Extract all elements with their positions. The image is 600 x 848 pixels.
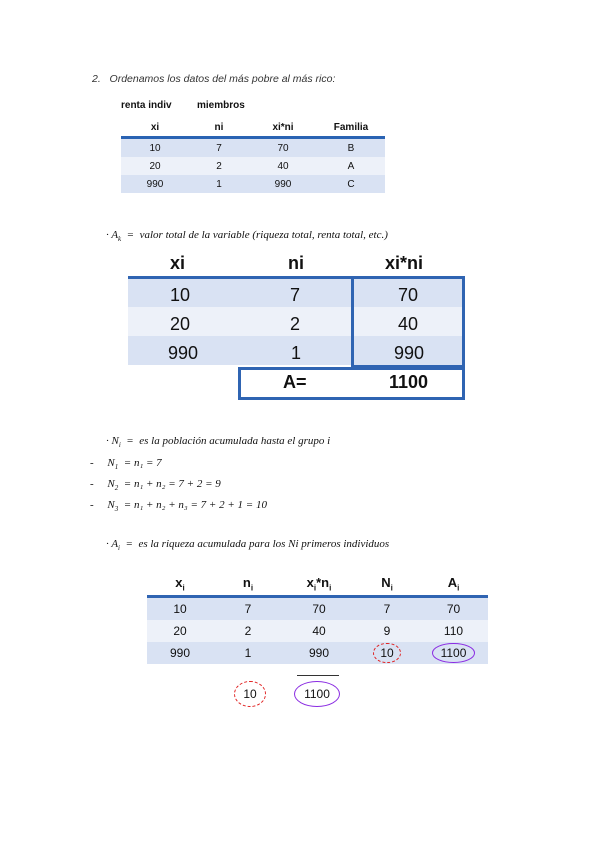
N-line-3 [90, 499, 267, 513]
definition-text: es la población acumulada hasta el grupo i [139, 435, 331, 447]
table2-header-xini: xi*ni [385, 253, 424, 273]
cell: 70 [446, 602, 461, 616]
bullet: · [106, 435, 109, 447]
cell: 990 [308, 646, 330, 660]
bullet: · [106, 538, 109, 550]
symbol-sub: i [118, 544, 120, 553]
cell: 70 [312, 602, 326, 616]
definition-Ai [106, 538, 389, 552]
intro-text: Ordenamos los datos del más pobre al más rico: [109, 73, 336, 85]
cell: 2 [216, 160, 222, 172]
table-row [147, 642, 488, 664]
cell: 990 [146, 178, 164, 190]
table3-header-xini: $x_i*n_i$ [306, 574, 332, 593]
total-label: A= [283, 372, 307, 392]
cell: 9 [383, 624, 391, 638]
cell: 20 [170, 314, 191, 334]
table-1 [121, 100, 385, 193]
lhs: N [107, 478, 115, 490]
cell: A [347, 160, 355, 172]
lhs-sub: 1 [114, 463, 119, 472]
symbol-sub: k [118, 235, 122, 244]
cell-Ni-circled: 10 [355, 643, 419, 663]
cell: 10 [149, 142, 161, 154]
table2-header-ni: ni [288, 253, 304, 273]
cell: 990 [169, 646, 191, 660]
table3-header-xi: $x_i$ [175, 574, 185, 593]
symbol: A [111, 538, 119, 550]
table2-total-box [238, 367, 465, 400]
table1-header-xi: xi [150, 121, 160, 133]
table-row [121, 157, 385, 175]
cell: 7 [383, 602, 391, 616]
lhs: N [107, 499, 115, 511]
table1-top-header-miembros: miembros [197, 100, 245, 111]
table2-row-bg [128, 336, 353, 365]
table2-row-bg [128, 278, 353, 307]
dash: - [90, 478, 94, 490]
lhs: N [107, 457, 115, 469]
table3-header-row [147, 572, 488, 595]
cell: 1 [291, 343, 302, 363]
cell: C [347, 178, 355, 190]
overline [297, 675, 339, 676]
intro-line [92, 73, 335, 85]
total-value: 1100 [389, 372, 429, 392]
cell: 70 [277, 142, 289, 154]
table3-header-Ni: $N_i$ [381, 574, 393, 593]
table-row [147, 620, 488, 642]
cell: 10 [170, 285, 191, 305]
table3-header-ni: $n_i$ [242, 574, 254, 593]
rhs: = n₁ = 7 [123, 457, 162, 469]
definition-Ni [106, 435, 330, 449]
N-line-1 [90, 457, 162, 471]
cell-Ai-circled: 1100 [419, 643, 488, 663]
cell: 2 [244, 624, 252, 638]
cell: 40 [277, 160, 289, 172]
table2-header-xi: xi [170, 253, 186, 273]
N-line-2 [90, 478, 221, 492]
table1-header-ni: ni [214, 121, 224, 133]
lhs-sub: 3 [114, 505, 119, 514]
bullet: · [106, 229, 109, 241]
table-3 [147, 572, 488, 664]
table-row [121, 139, 385, 157]
equals: = [125, 538, 133, 550]
cell: 2 [290, 314, 301, 334]
definition-Ak [106, 229, 388, 243]
cell: 40 [398, 314, 419, 334]
cell: 990 [168, 343, 199, 363]
symbol: A [111, 229, 119, 241]
circled-sum-xn: 1100 [294, 681, 340, 707]
cell: 70 [398, 285, 419, 305]
table1-header-familia: Familia [333, 121, 369, 133]
cell: B [347, 142, 355, 154]
cell: 20 [149, 160, 161, 172]
cell: 990 [394, 343, 425, 363]
cell: 1 [216, 178, 222, 190]
intro-number: 2. [92, 73, 101, 85]
equals: = [126, 229, 135, 241]
table-row [147, 598, 488, 620]
cell: 7 [290, 285, 301, 305]
definition-text: valor total de la variable (riqueza total, renta total, etc.) [139, 229, 388, 241]
equals: = [126, 435, 134, 447]
cell: 990 [274, 178, 292, 190]
rhs: = n₁ + n₂ = 7 + 2 = 9 [123, 478, 221, 490]
cell: 20 [173, 624, 187, 638]
cell: 40 [312, 624, 326, 638]
cell: 7 [244, 602, 252, 616]
cell: 110 [443, 624, 464, 638]
lhs-sub: 2 [114, 484, 119, 493]
cell: 7 [216, 142, 222, 154]
symbol: N [111, 435, 119, 447]
cell: 10 [173, 602, 187, 616]
circled-sum-n: 10 [234, 681, 266, 707]
table3-header-Ai: $A_i$ [447, 574, 460, 593]
table1-top-header-renta: renta indiv [121, 100, 172, 111]
dash: - [90, 457, 94, 469]
cell: 1 [244, 646, 252, 660]
symbol-sub: i [118, 441, 121, 450]
dash: - [90, 499, 94, 511]
definition-text: es la riqueza acumulada para los Ni primeros individuos [138, 538, 390, 550]
table1-header-xini: xi*ni [272, 121, 294, 133]
rhs: = n₁ + n₂ + n₃ = 7 + 2 + 1 = 10 [123, 499, 267, 511]
table-row [121, 175, 385, 193]
table2-row-bg [128, 307, 353, 336]
